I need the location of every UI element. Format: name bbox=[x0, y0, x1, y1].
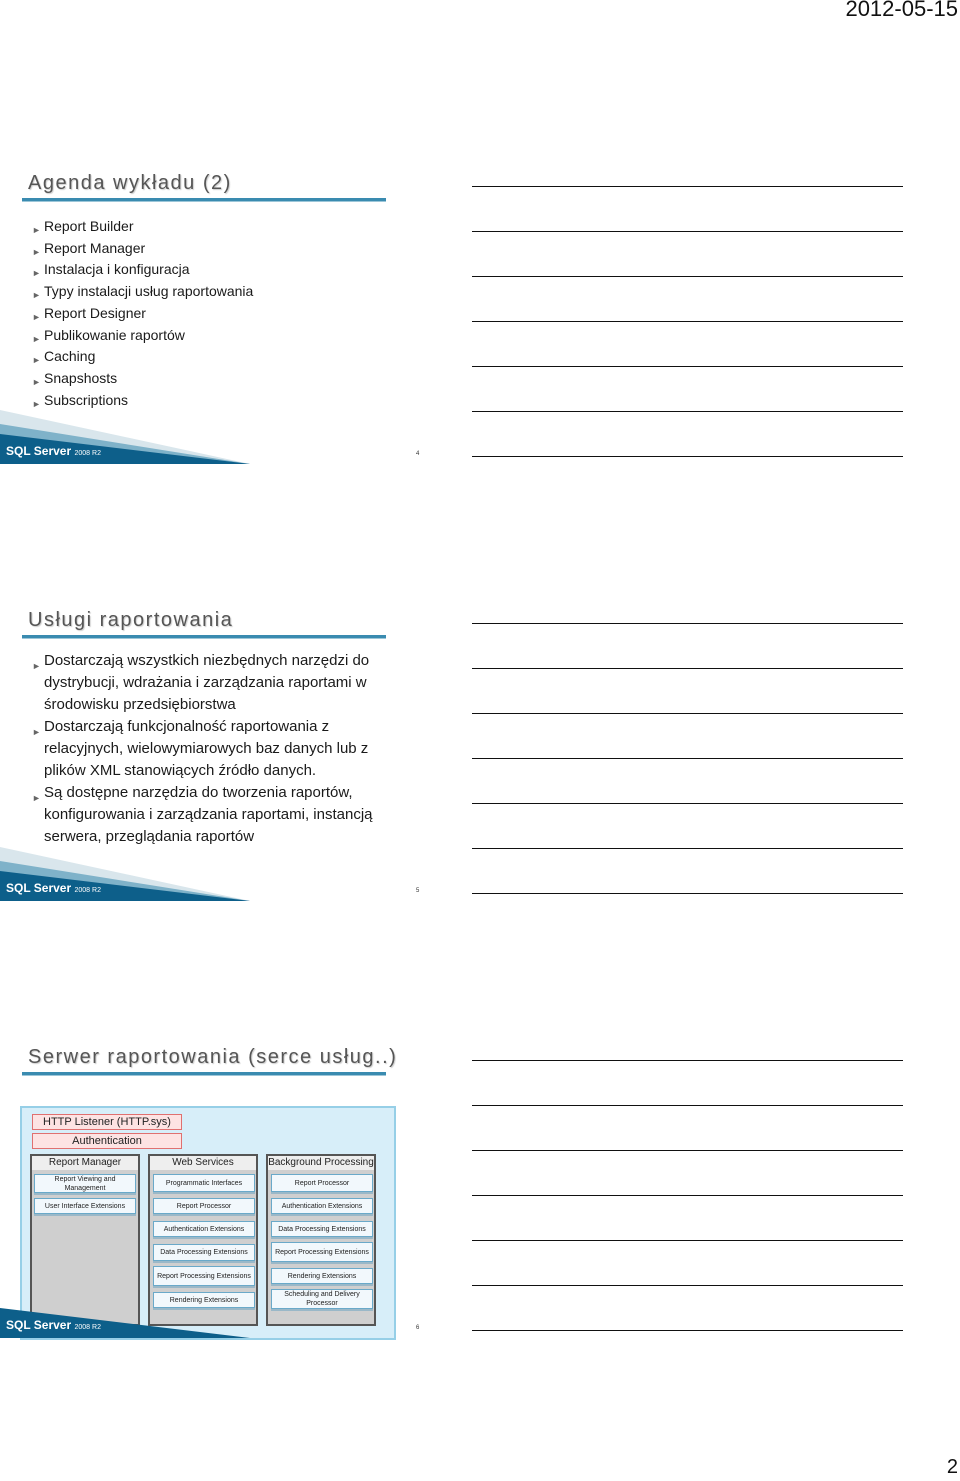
note-line bbox=[472, 231, 903, 232]
slide-title: Agenda wykładu (2) bbox=[28, 172, 232, 194]
list-item: ► Report Designer bbox=[32, 303, 253, 325]
slide-footer-banner bbox=[0, 410, 250, 464]
slide-6 bbox=[0, 1038, 430, 1338]
bullet-arrow-icon: ► bbox=[32, 355, 41, 366]
title-rule bbox=[22, 1072, 386, 1076]
note-line bbox=[472, 668, 903, 669]
column-header: Report Manager bbox=[32, 1156, 138, 1170]
bullet-arrow-icon: ► bbox=[32, 225, 41, 235]
slide-footer-banner bbox=[0, 1284, 250, 1338]
list-item: ► Caching bbox=[32, 346, 253, 368]
note-line bbox=[472, 713, 903, 714]
sql-server-logo: SQL Server 2008 R2 bbox=[6, 881, 101, 895]
note-line bbox=[472, 1060, 903, 1061]
page-number: 2 bbox=[946, 1456, 958, 1478]
slide-title: Serwer raportowania (serce usług..) bbox=[28, 1046, 398, 1068]
diagram-box: Report Processing Extensions bbox=[153, 1266, 255, 1286]
list-item: ► Typy instalacji usług raportowania bbox=[32, 281, 253, 303]
diagram-box: Rendering Extensions bbox=[153, 1292, 255, 1308]
bullet-arrow-icon: ► bbox=[32, 727, 41, 737]
diagram-box: Report Processor bbox=[153, 1198, 255, 1214]
diagram-box: Report Viewing and Management bbox=[34, 1174, 136, 1193]
note-line bbox=[472, 456, 903, 457]
diagram-box: Data Processing Extensions bbox=[271, 1221, 373, 1237]
bullet-arrow-icon: ► bbox=[32, 398, 41, 409]
list-item: ► Snapshosts bbox=[32, 368, 253, 390]
background-processing-column bbox=[266, 1154, 376, 1326]
slide-number: 5 bbox=[416, 888, 420, 894]
list-item: ► Publikowanie raportów bbox=[32, 325, 253, 347]
note-line bbox=[472, 1195, 903, 1196]
note-line bbox=[472, 893, 903, 894]
list-item: ► Report Builder bbox=[32, 216, 253, 238]
diagram-box: Authentication Extensions bbox=[153, 1221, 255, 1237]
diagram-box: Data Processing Extensions bbox=[153, 1244, 255, 1261]
column-header: Background Processing bbox=[268, 1157, 374, 1168]
note-line bbox=[472, 1330, 903, 1331]
bullet-arrow-icon: ► bbox=[32, 246, 41, 257]
bullet-list bbox=[32, 650, 412, 848]
note-line bbox=[472, 623, 903, 624]
diagram-box: Authentication Extensions bbox=[271, 1198, 373, 1214]
slide-footer-banner bbox=[0, 847, 250, 901]
diagram-box: User Interface Extensions bbox=[34, 1198, 136, 1214]
note-line bbox=[472, 848, 903, 849]
document-date: 2012-05-15 bbox=[845, 0, 958, 21]
note-line bbox=[472, 321, 903, 322]
list-item: ► Są dostępne narzędzia do tworzenia raportów, konfigurowania i zarządzania raportami, instancją serwera, przeglądania raportów bbox=[32, 784, 373, 845]
note-line bbox=[472, 1150, 903, 1151]
diagram-box: Report Processing Extensions bbox=[271, 1242, 373, 1262]
list-item: ► Dostarczają wszystkich niezbędnych narzędzi do dystrybucji, wdrażania i zarządzania raportami w środowisku przedsiębiorstwa bbox=[32, 652, 370, 713]
note-line bbox=[472, 1105, 903, 1106]
title-rule bbox=[22, 198, 386, 202]
list-item: ► Dostarczają funkcjonalność raportowania z relacyjnych, wielowymiarowych baz danych lub z plików XML stanowiących źródło danych. bbox=[32, 718, 369, 779]
note-line bbox=[472, 276, 903, 277]
bullet-arrow-icon: ► bbox=[32, 311, 41, 322]
note-line bbox=[472, 1285, 903, 1286]
bullet-arrow-icon: ► bbox=[32, 376, 41, 387]
note-line bbox=[472, 803, 903, 804]
authentication-box: Authentication bbox=[32, 1133, 182, 1149]
bullet-arrow-icon: ► bbox=[32, 661, 41, 671]
slide-number: 4 bbox=[416, 451, 420, 457]
diagram-box: Programmatic Interfaces bbox=[153, 1174, 255, 1192]
note-line bbox=[472, 1240, 903, 1241]
diagram-box: Rendering Extensions bbox=[271, 1268, 373, 1284]
title-rule bbox=[22, 635, 386, 639]
list-item: ► Instalacja i konfiguracja bbox=[32, 259, 253, 281]
list-item: ► Report Manager bbox=[32, 238, 253, 260]
column-header: Web Services bbox=[150, 1156, 256, 1170]
note-line bbox=[472, 366, 903, 367]
sql-server-logo: SQL Server 2008 R2 bbox=[6, 1318, 101, 1332]
sql-server-logo: SQL Server 2008 R2 bbox=[6, 444, 101, 458]
list-item: ► Subscriptions bbox=[32, 390, 253, 412]
bullet-list bbox=[32, 216, 253, 411]
slide-title: Usługi raportowania bbox=[28, 609, 234, 631]
bullet-arrow-icon: ► bbox=[32, 793, 41, 803]
note-line bbox=[472, 758, 903, 759]
bullet-arrow-icon: ► bbox=[32, 268, 41, 279]
note-line bbox=[472, 411, 903, 412]
diagram-box: Report Processor bbox=[271, 1174, 373, 1192]
slide-5 bbox=[0, 601, 430, 901]
slide-number: 6 bbox=[416, 1325, 420, 1331]
bullet-arrow-icon: ► bbox=[32, 333, 41, 344]
slide-4 bbox=[0, 164, 430, 464]
http-listener-box: HTTP Listener (HTTP.sys) bbox=[32, 1114, 182, 1130]
bullet-arrow-icon: ► bbox=[32, 290, 41, 301]
note-line bbox=[472, 186, 903, 187]
diagram-box: Scheduling and Delivery Processor bbox=[271, 1289, 373, 1309]
